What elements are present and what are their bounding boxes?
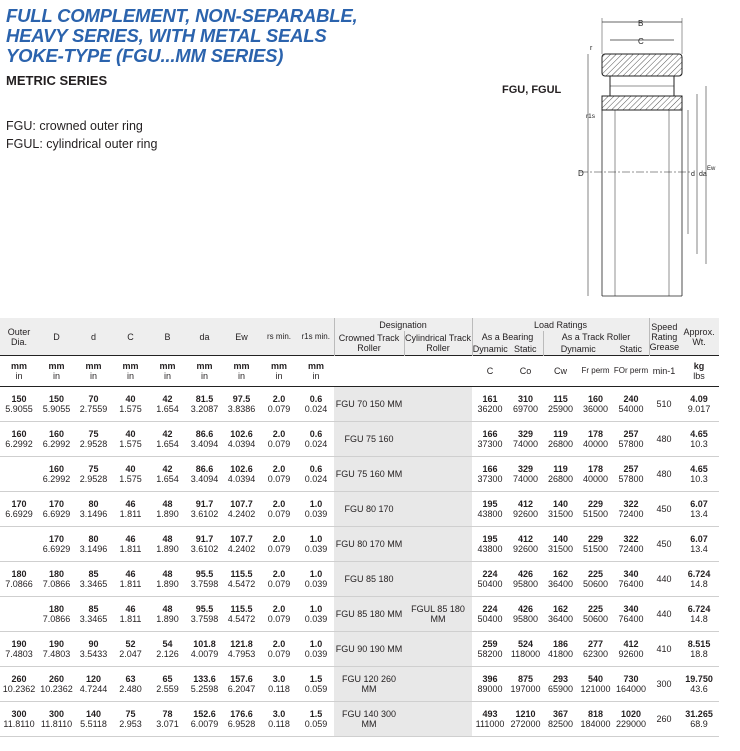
value-cell: 46 1.811: [112, 597, 149, 632]
speed-rating-value: 450: [649, 492, 679, 527]
value-cell: 150 5.9055: [0, 387, 38, 422]
value-cell: 260 10.2362: [0, 667, 38, 702]
value-cell: 322 72400: [613, 527, 649, 562]
value-cell: 170 6.6929: [38, 527, 75, 562]
value-cell: 1.0 0.039: [298, 527, 334, 562]
value-cell: 524 118000: [508, 632, 543, 667]
crowned-designation: FGU 90 190 MM: [334, 632, 404, 667]
value-cell: 257 57800: [613, 457, 649, 492]
dim-ew-label: Ew: [707, 166, 716, 172]
value-cell: 40 1.575: [112, 457, 149, 492]
crowned-designation: FGU 75 160: [334, 422, 404, 457]
value-cell: 300 11.8110: [0, 702, 38, 737]
crowned-designation: FGU 80 170: [334, 492, 404, 527]
cylindrical-designation: [404, 422, 472, 457]
col-designation: Designation: [334, 318, 472, 331]
value-cell: 0.6 0.024: [298, 387, 334, 422]
value-cell: 260 10.2362: [38, 667, 75, 702]
col-outer-dia: Outer Dia.: [0, 318, 38, 356]
crowned-designation: FGU 120 260 MM: [334, 667, 404, 702]
value-cell: 1020 229000: [613, 702, 649, 737]
value-cell: 1.5 0.059: [298, 702, 334, 737]
value-cell: 150 5.9055: [38, 387, 75, 422]
value-cell: 54 2.126: [149, 632, 186, 667]
dim-r-label: r: [590, 45, 593, 52]
value-cell: 107.7 4.2402: [223, 492, 260, 527]
heading-line: FULL COMPLEMENT, NON-SEPARABLE,: [6, 5, 358, 26]
value-cell: 48 1.890: [149, 492, 186, 527]
value-cell: 140 31500: [543, 527, 578, 562]
value-cell: 6.724 14.8: [679, 597, 719, 632]
value-cell: 40 1.575: [112, 422, 149, 457]
header-row: [0, 318, 719, 331]
value-cell: 412 92600: [508, 527, 543, 562]
value-cell: 1210 272000: [508, 702, 543, 737]
value-cell: 180 7.0866: [38, 562, 75, 597]
units-row: mm in mm in mm in mm in mm in mm in mm in mm in mm in C Co Cw Fr perm FOr perm min-1 kg lbs: [0, 356, 719, 387]
value-cell: 396 89000: [472, 667, 508, 702]
table-row: [0, 422, 719, 457]
value-cell: 224 50400: [472, 562, 508, 597]
crowned-designation: FGU 70 150 MM: [334, 387, 404, 422]
cylindrical-designation: [404, 632, 472, 667]
cylindrical-designation: [404, 702, 472, 737]
col-B: B: [149, 318, 186, 356]
value-cell: 224 50400: [472, 597, 508, 632]
value-cell: 91.7 3.6102: [186, 492, 223, 527]
value-cell: 730 164000: [613, 667, 649, 702]
value-cell: 2.0 0.079: [260, 492, 298, 527]
value-cell: 3.0 0.118: [260, 702, 298, 737]
value-cell: 1.0 0.039: [298, 597, 334, 632]
speed-rating-value: 450: [649, 527, 679, 562]
crowned-designation: FGU 85 180 MM: [334, 597, 404, 632]
speed-rating-value: 440: [649, 562, 679, 597]
table-row: [0, 387, 719, 422]
value-cell: 75 2.953: [112, 702, 149, 737]
value-cell: 46 1.811: [112, 562, 149, 597]
value-cell: 367 82500: [543, 702, 578, 737]
value-cell: 259 58200: [472, 632, 508, 667]
value-cell: 75 2.9528: [75, 422, 112, 457]
value-cell: 70 2.7559: [75, 387, 112, 422]
value-cell: 63 2.480: [112, 667, 149, 702]
value-cell: 818 184000: [578, 702, 613, 737]
dim-b-label: B: [638, 19, 644, 28]
value-cell: 140 31500: [543, 492, 578, 527]
col-approx-wt: Approx. Wt.: [679, 318, 719, 356]
cylindrical-designation: [404, 387, 472, 422]
value-cell: 107.7 4.2402: [223, 527, 260, 562]
value-cell: 4.65 10.3: [679, 422, 719, 457]
value-cell: 1.0 0.039: [298, 632, 334, 667]
heading-line: HEAVY SERIES, WITH METAL SEALS: [6, 25, 327, 46]
value-cell: 48 1.890: [149, 597, 186, 632]
table-row: [0, 597, 719, 632]
col-r1s-min: r1s min.: [298, 318, 334, 356]
value-cell: 195 43800: [472, 527, 508, 562]
value-cell: 115.5 4.5472: [223, 597, 260, 632]
value-cell: 52 2.047: [112, 632, 149, 667]
value-cell: 240 54000: [613, 387, 649, 422]
value-cell: 160 36000: [578, 387, 613, 422]
cylindrical-designation: [404, 527, 472, 562]
value-cell: 102.6 4.0394: [223, 422, 260, 457]
value-cell: 86.6 3.4094: [186, 422, 223, 457]
dim-r1s-label: r1s: [586, 113, 596, 120]
cylindrical-designation: [404, 667, 472, 702]
cylindrical-designation: [404, 492, 472, 527]
speed-rating-value: 480: [649, 422, 679, 457]
value-cell: 180 7.0866: [38, 597, 75, 632]
value-cell: 160 6.2992: [38, 422, 75, 457]
value-cell: 195 43800: [472, 492, 508, 527]
value-cell: 329 74000: [508, 457, 543, 492]
value-cell: 8.515 18.8: [679, 632, 719, 667]
value-cell: 42 1.654: [149, 457, 186, 492]
value-cell: 2.0 0.079: [260, 422, 298, 457]
table-row: [0, 562, 719, 597]
value-cell: 0.6 0.024: [298, 422, 334, 457]
dim-da-label: da: [699, 171, 707, 178]
value-cell: 75 2.9528: [75, 457, 112, 492]
value-cell: 115.5 4.5472: [223, 562, 260, 597]
value-cell: [0, 457, 38, 492]
value-cell: 329 74000: [508, 422, 543, 457]
value-cell: 95.5 3.7598: [186, 562, 223, 597]
col-crowned: Crowned Track Roller: [334, 331, 404, 356]
table-row: [0, 492, 719, 527]
col-da: da: [186, 318, 223, 356]
value-cell: 257 57800: [613, 422, 649, 457]
value-cell: 48 1.890: [149, 527, 186, 562]
description-fgu: FGU: crowned outer ring: [6, 119, 143, 133]
col-D: D: [38, 318, 75, 356]
cylindrical-designation: FGUL 85 180 MM: [404, 597, 472, 632]
col-speed-rating: Speed Rating Grease: [649, 318, 679, 356]
dim-c-label: C: [638, 37, 644, 46]
value-cell: 166 37300: [472, 422, 508, 457]
col-static: Static: [508, 343, 543, 356]
value-cell: 412 92600: [508, 492, 543, 527]
value-cell: 102.6 4.0394: [223, 457, 260, 492]
value-cell: 178 40000: [578, 457, 613, 492]
value-cell: 190 7.4803: [0, 632, 38, 667]
value-cell: 2.0 0.079: [260, 632, 298, 667]
value-cell: 42 1.654: [149, 387, 186, 422]
value-cell: 340 76400: [613, 597, 649, 632]
speed-rating-value: 440: [649, 597, 679, 632]
value-cell: 186 41800: [543, 632, 578, 667]
value-cell: 3.0 0.118: [260, 667, 298, 702]
speed-rating-value: 300: [649, 667, 679, 702]
value-cell: 4.09 9.017: [679, 387, 719, 422]
value-cell: 86.6 3.4094: [186, 457, 223, 492]
value-cell: 6.07 13.4: [679, 527, 719, 562]
crowned-designation: FGU 140 300 MM: [334, 702, 404, 737]
value-cell: 101.8 4.0079: [186, 632, 223, 667]
value-cell: 426 95800: [508, 597, 543, 632]
value-cell: 6.724 14.8: [679, 562, 719, 597]
value-cell: 166 37300: [472, 457, 508, 492]
value-cell: 162 36400: [543, 562, 578, 597]
description-fgul: FGUL: cylindrical outer ring: [6, 137, 158, 151]
diagram-label: FGU, FGUL: [502, 84, 562, 96]
value-cell: 340 76400: [613, 562, 649, 597]
value-cell: 97.5 3.8386: [223, 387, 260, 422]
col-dynamic-track: Dynamic: [543, 343, 613, 356]
value-cell: 2.0 0.079: [260, 562, 298, 597]
value-cell: 85 3.3465: [75, 597, 112, 632]
table-body: [0, 387, 719, 737]
outer-ring-section: [602, 54, 682, 76]
col-d: d: [75, 318, 112, 356]
value-cell: 225 50600: [578, 597, 613, 632]
value-cell: [0, 527, 38, 562]
value-cell: 300 11.8110: [38, 702, 75, 737]
inner-ring-section: [602, 96, 682, 110]
speed-rating-value: 410: [649, 632, 679, 667]
value-cell: 2.0 0.079: [260, 387, 298, 422]
heading-line: YOKE-TYPE (FGU...MM SERIES): [6, 45, 284, 66]
table-row: [0, 457, 719, 492]
value-cell: 19.750 43.6: [679, 667, 719, 702]
value-cell: 6.07 13.4: [679, 492, 719, 527]
value-cell: 46 1.811: [112, 492, 149, 527]
value-cell: 42 1.654: [149, 422, 186, 457]
value-cell: 133.6 5.2598: [186, 667, 223, 702]
value-cell: 115 25900: [543, 387, 578, 422]
value-cell: 1.0 0.039: [298, 562, 334, 597]
cylindrical-designation: [404, 562, 472, 597]
value-cell: 152.6 6.0079: [186, 702, 223, 737]
value-cell: 85 3.3465: [75, 562, 112, 597]
col-rs-min: rs min.: [260, 318, 298, 356]
value-cell: 91.7 3.6102: [186, 527, 223, 562]
value-cell: 95.5 3.7598: [186, 597, 223, 632]
value-cell: 161 36200: [472, 387, 508, 422]
value-cell: 1.0 0.039: [298, 492, 334, 527]
value-cell: 322 72400: [613, 492, 649, 527]
value-cell: 4.65 10.3: [679, 457, 719, 492]
value-cell: 493 111000: [472, 702, 508, 737]
dim-d-outer-label: D: [578, 169, 584, 178]
series-label: METRIC SERIES: [6, 73, 108, 88]
value-cell: 80 3.1496: [75, 492, 112, 527]
col-dynamic: Dynamic: [472, 344, 508, 354]
value-cell: 412 92600: [613, 632, 649, 667]
value-cell: 157.6 6.2047: [223, 667, 260, 702]
col-load-ratings: Load Ratings: [472, 318, 649, 331]
value-cell: 48 1.890: [149, 562, 186, 597]
cylindrical-designation: [404, 457, 472, 492]
value-cell: 40 1.575: [112, 387, 149, 422]
speed-rating-value: 480: [649, 457, 679, 492]
value-cell: 119 26800: [543, 422, 578, 457]
speed-rating-value: 510: [649, 387, 679, 422]
value-cell: 120 4.7244: [75, 667, 112, 702]
value-cell: 229 51500: [578, 492, 613, 527]
value-cell: 190 7.4803: [38, 632, 75, 667]
table-row: [0, 632, 719, 667]
specification-table: [0, 318, 719, 737]
table-row: [0, 667, 719, 702]
value-cell: 119 26800: [543, 457, 578, 492]
col-Ew: Ew: [223, 318, 260, 356]
value-cell: 180 7.0866: [0, 562, 38, 597]
crowned-designation: FGU 80 170 MM: [334, 527, 404, 562]
bearing-cross-section-diagram: [560, 14, 716, 304]
crowned-designation: FGU 75 160 MM: [334, 457, 404, 492]
value-cell: 121.8 4.7953: [223, 632, 260, 667]
value-cell: 225 50600: [578, 562, 613, 597]
col-cylindrical: Cylindrical Track Roller: [404, 331, 472, 356]
value-cell: 176.6 6.9528: [223, 702, 260, 737]
value-cell: 875 197000: [508, 667, 543, 702]
value-cell: 0.6 0.024: [298, 457, 334, 492]
speed-rating-value: 260: [649, 702, 679, 737]
value-cell: 540 121000: [578, 667, 613, 702]
value-cell: 293 65900: [543, 667, 578, 702]
value-cell: 90 3.5433: [75, 632, 112, 667]
value-cell: 178 40000: [578, 422, 613, 457]
value-cell: 1.5 0.059: [298, 667, 334, 702]
value-cell: 170 6.6929: [38, 492, 75, 527]
value-cell: 160 6.2992: [0, 422, 38, 457]
value-cell: [0, 597, 38, 632]
table-row: [0, 702, 719, 737]
value-cell: 170 6.6929: [0, 492, 38, 527]
col-as-bearing: As a Bearing: [472, 331, 543, 343]
value-cell: 80 3.1496: [75, 527, 112, 562]
value-cell: 277 62300: [578, 632, 613, 667]
col-static-track: Static: [613, 343, 649, 356]
value-cell: 162 36400: [543, 597, 578, 632]
value-cell: 2.0 0.079: [260, 597, 298, 632]
crowned-designation: FGU 85 180: [334, 562, 404, 597]
col-as-track-roller: As a Track Roller: [543, 331, 649, 343]
value-cell: 78 3.071: [149, 702, 186, 737]
value-cell: 46 1.811: [112, 527, 149, 562]
value-cell: 310 69700: [508, 387, 543, 422]
value-cell: 81.5 3.2087: [186, 387, 223, 422]
value-cell: 65 2.559: [149, 667, 186, 702]
value-cell: 2.0 0.079: [260, 527, 298, 562]
value-cell: 160 6.2992: [38, 457, 75, 492]
value-cell: 2.0 0.079: [260, 457, 298, 492]
value-cell: 426 95800: [508, 562, 543, 597]
dim-d-inner-label: d: [691, 171, 695, 178]
catalog-heading: [6, 6, 386, 66]
value-cell: 140 5.5118: [75, 702, 112, 737]
table-row: [0, 527, 719, 562]
col-C: C: [112, 318, 149, 356]
value-cell: 229 51500: [578, 527, 613, 562]
value-cell: 31.265 68.9: [679, 702, 719, 737]
